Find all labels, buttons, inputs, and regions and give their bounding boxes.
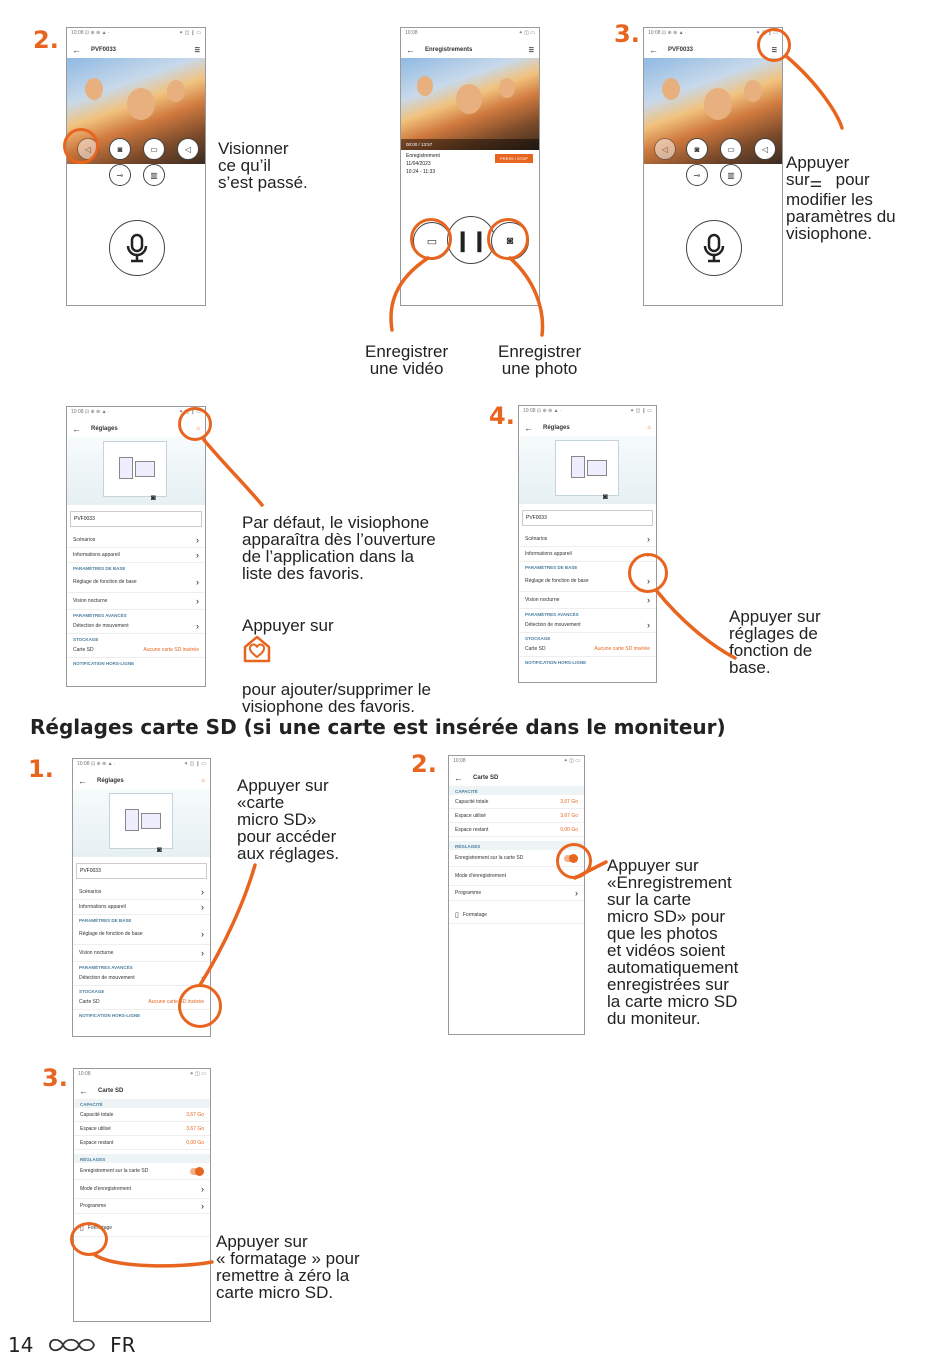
- section-header: PARAMÈTRES AVANCÉS: [525, 612, 579, 617]
- back-arrow-icon[interactable]: ←: [524, 423, 533, 433]
- screen-title: Réglages: [97, 778, 124, 784]
- status-icons: ⁕ ◫ ❙ ▭: [630, 408, 652, 414]
- schedule-row[interactable]: [74, 1199, 210, 1214]
- row-label: Détection de mouvement: [73, 623, 129, 629]
- status-icons: ⁕ ◫ ▭: [189, 1071, 206, 1077]
- brand-loops-icon: [46, 1336, 98, 1354]
- favorite-house-icon: [242, 634, 272, 664]
- section-header: CAPACITÉ: [74, 1099, 210, 1108]
- sd-card-row[interactable]: [67, 643, 205, 658]
- chevron-right-icon: ›: [201, 1201, 204, 1211]
- motion-detection-row[interactable]: [519, 618, 656, 633]
- sd-card-icon: ▯: [455, 912, 459, 919]
- caption-part: Appuyer sur: [786, 153, 850, 189]
- device-illustration: [519, 436, 656, 504]
- highlight-circle: [487, 218, 529, 260]
- microphone-button[interactable]: [109, 220, 165, 276]
- phone-live-view-settings: [643, 27, 783, 306]
- video-off-icon[interactable]: ▭: [143, 138, 165, 160]
- pause-button[interactable]: ❙❙: [447, 216, 495, 264]
- settings-sliders-icon[interactable]: ☰: [771, 47, 777, 54]
- row-value: 3,67 Go: [186, 1111, 204, 1118]
- chevron-right-icon: ›: [201, 1184, 204, 1194]
- basic-function-row[interactable]: [73, 924, 210, 945]
- back-arrow-icon[interactable]: ←: [72, 45, 81, 55]
- status-icons: ⁕ ◫ ❙ ▭: [179, 30, 201, 36]
- row-label: Formatage: [462, 912, 488, 918]
- section-header: PARAMÈTRES DE BASE: [79, 918, 132, 923]
- take-photo-icon[interactable]: ◙: [491, 222, 529, 260]
- used-space-row: [74, 1122, 210, 1136]
- device-illustration: [73, 789, 210, 857]
- step-number: 4.: [489, 402, 515, 430]
- callout-line: [656, 590, 735, 658]
- screen-title: Réglages: [543, 425, 570, 431]
- section-header: NOTIFICATION HORS-LIGNE: [73, 661, 135, 666]
- highlight-circle: [70, 1222, 108, 1256]
- highlight-circle: [556, 843, 592, 879]
- video-off-icon[interactable]: ▭: [720, 138, 742, 160]
- page-footer: [8, 1333, 136, 1357]
- row-label: Capacité totale: [455, 798, 489, 805]
- status-icons: ⁕ ◫ ❙ ▭: [756, 30, 778, 36]
- sliders-icon: ⚌: [809, 174, 823, 190]
- row-label: Détection de mouvement: [79, 975, 135, 981]
- row-label: Espace restant: [80, 1139, 114, 1146]
- page-number: 14: [8, 1333, 34, 1357]
- callout-line: [204, 440, 262, 505]
- settings-sliders-icon[interactable]: ☰: [194, 47, 200, 54]
- microphone-icon: [124, 233, 150, 263]
- row-label: Carte SD: [525, 646, 546, 652]
- camera-icon: ◙: [603, 492, 608, 501]
- language-code: FR: [110, 1333, 136, 1357]
- callout-line: [786, 56, 842, 128]
- device-name-field[interactable]: PVF0033: [522, 510, 653, 526]
- camera-icon: ◙: [151, 493, 156, 502]
- chevron-right-icon: ›: [201, 902, 204, 912]
- status-icons: ⁕ ◫ ▭: [563, 758, 580, 764]
- row-label: Programme: [80, 1203, 107, 1209]
- phone-live-view: [66, 27, 206, 306]
- chevron-right-icon: ›: [647, 549, 650, 559]
- chevron-right-icon: ›: [196, 621, 199, 631]
- phone-sd-format: [73, 1068, 211, 1322]
- record-mode-row[interactable]: [74, 1180, 210, 1199]
- sd-card-icon: ▯: [80, 1225, 84, 1232]
- section-header: PARAMÈTRES DE BASE: [525, 565, 578, 570]
- device-name-field[interactable]: PVF0033: [76, 863, 207, 879]
- press-stop-button[interactable]: PRESS / STOP: [495, 154, 533, 163]
- used-space-row: [449, 809, 584, 823]
- back-arrow-icon[interactable]: ←: [79, 1086, 88, 1096]
- chevron-right-icon: ›: [647, 620, 650, 630]
- favorite-house-icon[interactable]: ⌂: [201, 778, 205, 784]
- scenarios-row[interactable]: [67, 533, 205, 548]
- total-capacity-row: [74, 1108, 210, 1122]
- microphone-icon: [701, 233, 727, 263]
- row-label: Réglage de fonction de base: [525, 578, 589, 584]
- caption-view-past: Visionner ce qu’il s’est passé.: [218, 139, 308, 192]
- status-time: 10:08: [453, 758, 466, 764]
- row-label: Carte SD: [79, 999, 100, 1005]
- chevron-right-icon: ›: [196, 596, 199, 606]
- back-arrow-icon[interactable]: ←: [72, 424, 81, 434]
- sd-status: Aucune carte SD insérée: [594, 646, 650, 652]
- chevron-right-icon: ›: [647, 576, 650, 586]
- step-number: 2.: [411, 750, 437, 778]
- status-time: 10:08 ⊡ ⊕ ⊕ ▲ ·: [523, 408, 562, 414]
- row-value: 0,00 Go: [560, 826, 578, 833]
- row-label: Vision nocturne: [73, 598, 108, 604]
- favorite-house-icon[interactable]: ⌂: [647, 425, 651, 431]
- screen-title: Enregistrements: [425, 47, 473, 53]
- total-capacity-row: [449, 795, 584, 809]
- recording-playback: [401, 58, 539, 150]
- free-space-row: [449, 823, 584, 837]
- caption-favorites-default: Par défaut, le visiophone apparaîtra dès l’ouverture de l’application dans la liste des favoris.: [242, 513, 436, 583]
- row-label: Mode d'enregistrement: [455, 873, 506, 879]
- camera-icon: ◙: [157, 845, 162, 854]
- chevron-right-icon: ›: [575, 888, 578, 898]
- row-label: Espace utilisé: [455, 812, 486, 819]
- device-name-field[interactable]: PVF0033: [70, 511, 202, 527]
- basic-function-row[interactable]: [67, 572, 205, 593]
- back-arrow-icon[interactable]: ←: [649, 45, 658, 55]
- status-time: 10:08: [405, 30, 418, 36]
- row-label: Scénarios: [79, 889, 102, 895]
- phone-settings-favorites: [66, 406, 206, 687]
- caption-part: pour ajouter/supprimer le visiophone des favoris.: [242, 680, 431, 716]
- step-number: 1.: [28, 755, 54, 783]
- chevron-right-icon: ›: [201, 929, 204, 939]
- chevron-right-icon: ›: [575, 871, 578, 881]
- device-info-row[interactable]: [67, 548, 205, 563]
- speaker-mute-icon[interactable]: ◁: [754, 138, 776, 160]
- row-value: 3,67 Go: [560, 812, 578, 819]
- row-label: Espace restant: [455, 826, 489, 833]
- section-header: STOCKAGE: [73, 637, 99, 642]
- chevron-right-icon: ›: [196, 577, 199, 587]
- gate-icon[interactable]: ▥: [143, 164, 165, 186]
- night-vision-row[interactable]: [73, 945, 210, 962]
- device-illustration: [67, 437, 205, 505]
- screen-title: Carte SD: [473, 775, 499, 781]
- row-label: Enregistrement sur la carte SD: [80, 1168, 149, 1174]
- step-number: 3.: [614, 20, 640, 48]
- chevron-right-icon: ›: [196, 535, 199, 545]
- status-icons: ⁕ ◫ ▭: [518, 30, 535, 36]
- chevron-right-icon: ›: [647, 534, 650, 544]
- motion-detection-row[interactable]: [73, 971, 210, 986]
- section-header: RÉGLAGES: [74, 1154, 210, 1163]
- night-vision-row[interactable]: [519, 592, 656, 609]
- row-label: Capacité totale: [80, 1111, 114, 1118]
- back-arrow-icon[interactable]: ←: [78, 776, 87, 786]
- key-icon[interactable]: ⊸: [686, 164, 708, 186]
- caption-record-photo: Enregistrer une photo: [498, 342, 582, 378]
- highlight-circle: [63, 128, 99, 164]
- phone-recordings: [400, 27, 540, 306]
- back-arrow-icon[interactable]: ←: [406, 45, 415, 55]
- screen-title: PVF0033: [668, 47, 694, 53]
- step-number: 2.: [33, 26, 59, 54]
- caption-part: Appuyer sur: [242, 616, 334, 635]
- row-label: Formatage: [87, 1225, 113, 1231]
- chevron-right-icon: ›: [647, 595, 650, 605]
- row-value: 3,67 Go: [186, 1125, 204, 1132]
- section-header: PARAMÈTRES AVANCÉS: [79, 965, 133, 970]
- video-timebar[interactable]: [401, 139, 540, 150]
- status-time: 10:08 ⊡ ⊕ ⊕ ▲ ·: [71, 409, 110, 415]
- motion-detection-row[interactable]: [67, 619, 205, 634]
- sd-status: Aucune carte SD insérée: [148, 999, 204, 1005]
- highlight-circle: [410, 218, 452, 260]
- phone-settings-basic: [518, 405, 657, 683]
- section-header: NOTIFICATION HORS-LIGNE: [525, 660, 587, 665]
- row-label: Carte SD: [73, 647, 94, 653]
- replay-icon[interactable]: ◁: [77, 138, 99, 160]
- row-label: Réglage de fonction de base: [79, 931, 143, 937]
- status-time: 10:08 ⊡ ⊕ ⊕ ▲ ·: [71, 30, 110, 36]
- section-header: CAPACITÉ: [449, 786, 584, 795]
- toggle-switch[interactable]: [190, 1168, 204, 1175]
- step-number: 3.: [42, 1064, 68, 1092]
- status-icons: ⁕ ◫ ❙ ▭: [184, 761, 206, 767]
- camera-icon[interactable]: ◙: [109, 138, 131, 160]
- caption-sd-card: Appuyer sur «carte micro SD» pour accéder aux réglages.: [237, 776, 340, 863]
- sd-card-row[interactable]: [519, 642, 656, 657]
- highlight-circle: [628, 553, 668, 593]
- video-time: 00:00 / 13:57: [406, 142, 433, 147]
- row-label: Scénarios: [73, 537, 96, 543]
- row-label: Vision nocturne: [525, 597, 560, 603]
- highlight-circle: [178, 984, 222, 1028]
- caption-sd-record: Appuyer sur «Enregistrement sur la carte micro SD» pour que les photos et vidéos soient automatiquement enregistrées sur la carte micro SD du moniteur.: [607, 856, 739, 1028]
- row-value: 0,00 Go: [186, 1139, 204, 1146]
- status-time: 10:08 ⊡ ⊕ ⊕ ▲ ·: [77, 761, 116, 767]
- key-icon[interactable]: ⊸: [109, 164, 131, 186]
- microphone-button[interactable]: [686, 220, 742, 276]
- recording-hours: 10:24 - 11:33: [406, 169, 436, 175]
- status-time: 10:08 ⊡ ⊕ ⊕ ▲ ·: [648, 30, 687, 36]
- speaker-mute-icon[interactable]: ◁: [177, 138, 199, 160]
- schedule-row[interactable]: [449, 886, 584, 901]
- row-label: Mode d'enregistrement: [80, 1186, 131, 1192]
- row-label: Informations appareil: [525, 551, 572, 557]
- section-header: PARAMÈTRES DE BASE: [73, 566, 126, 571]
- status-icons: ⁕ ◫ ❙ ▭: [179, 409, 201, 415]
- row-label: Espace utilisé: [80, 1125, 111, 1132]
- highlight-circle: [178, 407, 212, 441]
- status-time: 10:08: [78, 1071, 91, 1077]
- row-value: 3,67 Go: [560, 798, 578, 805]
- recording-date: 11/04/2023: [406, 161, 431, 167]
- gate-icon[interactable]: ▥: [720, 164, 742, 186]
- screen-title: Réglages: [91, 426, 118, 432]
- section-header: PARAMÈTRES AVANCÉS: [73, 613, 127, 618]
- section-label: Enregistrement: [406, 153, 440, 159]
- caption-favorites-toggle: [242, 600, 431, 715]
- device-info-row[interactable]: [73, 900, 210, 915]
- section-header: STOCKAGE: [525, 636, 551, 641]
- caption-settings-button: [786, 137, 896, 242]
- record-video-icon[interactable]: ▭: [413, 222, 451, 260]
- row-label: Vision nocturne: [79, 950, 114, 956]
- camera-icon[interactable]: ◙: [686, 138, 708, 160]
- chevron-right-icon: ›: [201, 973, 204, 983]
- caption-part: pour modifier les paramètres du visiophone.: [786, 170, 896, 243]
- caption-record-video: Enregistrer une vidéo: [365, 342, 449, 378]
- row-label: Réglage de fonction de base: [73, 579, 137, 585]
- row-label: Informations appareil: [79, 904, 126, 910]
- chevron-right-icon: ›: [201, 948, 204, 958]
- record-on-sd-row[interactable]: [74, 1163, 210, 1180]
- row-label: Détection de mouvement: [525, 622, 581, 628]
- sd-status: Aucune carte SD insérée: [143, 647, 199, 653]
- favorite-house-icon[interactable]: ⌂: [196, 426, 200, 432]
- format-row[interactable]: [449, 907, 584, 924]
- phone-sd-settings: [448, 755, 585, 1035]
- caption-format: Appuyer sur « formatage » pour remettre à zéro la carte micro SD.: [216, 1232, 360, 1302]
- scenarios-row[interactable]: [73, 885, 210, 900]
- night-vision-row[interactable]: [67, 593, 205, 610]
- caption-basic-settings: Appuyer sur réglages de fonction de base.: [729, 607, 821, 677]
- row-label: Scénarios: [525, 536, 548, 542]
- replay-icon[interactable]: ◁: [654, 138, 676, 160]
- chevron-right-icon: ›: [196, 550, 199, 560]
- row-label: Programme: [455, 890, 482, 896]
- back-arrow-icon[interactable]: ←: [454, 773, 463, 783]
- scenarios-row[interactable]: [519, 532, 656, 547]
- section-header: RÉGLAGES: [449, 841, 584, 850]
- screen-title: Carte SD: [98, 1088, 124, 1094]
- section-title: Réglages carte SD (si une carte est insérée dans le moniteur): [30, 715, 726, 739]
- free-space-row: [74, 1136, 210, 1150]
- section-header: NOTIFICATION HORS-LIGNE: [79, 1013, 141, 1018]
- screen-title: PVF0033: [91, 47, 117, 53]
- chevron-right-icon: ›: [201, 887, 204, 897]
- section-header: STOCKAGE: [79, 989, 105, 994]
- highlight-circle: [757, 28, 791, 62]
- row-label: Informations appareil: [73, 552, 120, 558]
- settings-sliders-icon[interactable]: ☰: [528, 47, 534, 54]
- row-label: Enregistrement sur la carte SD: [455, 855, 524, 861]
